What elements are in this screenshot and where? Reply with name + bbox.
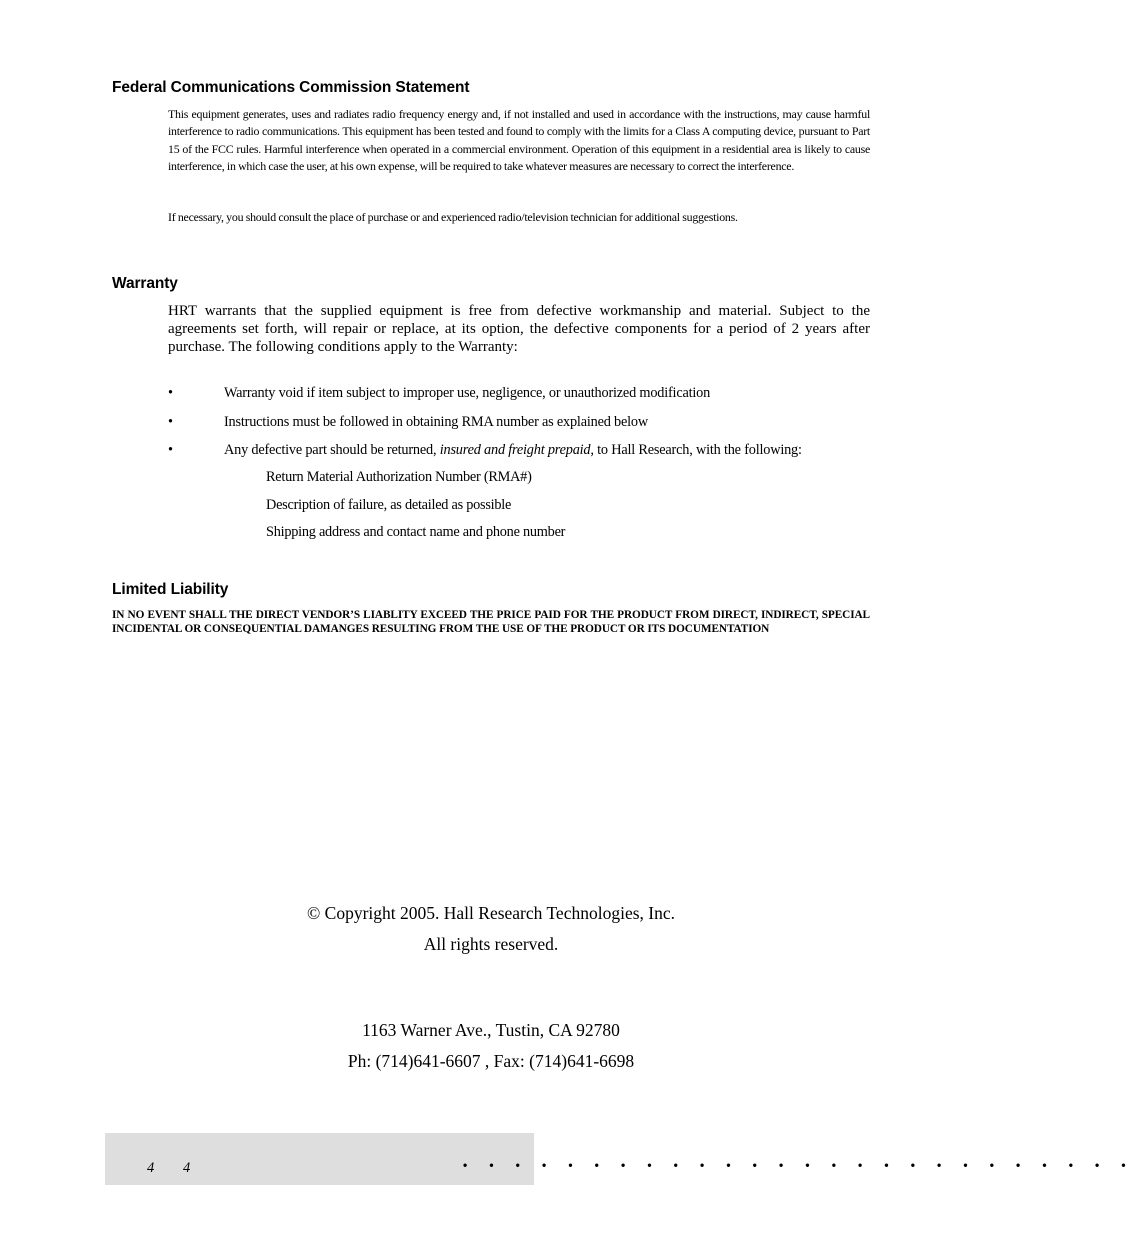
warranty-bullet-item — [168, 385, 870, 405]
page-number: 4 — [183, 1160, 191, 1176]
fcc-suggestion-paragraph: If necessary, you should consult the place of purchase or and experienced radio/television technician for additional suggestions. — [168, 210, 738, 224]
warranty-bullet-item — [168, 414, 870, 434]
footer-dot-leader: • • • • • • • • • • • • • • • • • • • • • • • • • • — [463, 1158, 1135, 1172]
bullet-icon: • — [168, 442, 173, 458]
bullet-text-emphasis: insured and freight prepaid, — [439, 442, 594, 458]
warranty-bullet-text: Warranty void if item subject to improper use, negligence, or unauthorized modification — [224, 385, 711, 401]
rma-requirement-item: Shipping address and contact name and phone number — [266, 524, 566, 540]
warranty-bullet-item — [168, 442, 870, 462]
warranty-intro-paragraph: HRT warrants that the supplied equipment is free from defective workmanship and material. Subject to the agreements set forth, will repair or replace, at its option, the defective components for a period of 2 years after purchase. The following conditions apply to the Warranty: — [168, 303, 870, 356]
copyright-notice: © Copyright 2005. Hall Research Technologies, Inc. — [307, 903, 675, 923]
bullet-text-end: to Hall Research, with the following: — [593, 442, 802, 458]
limited-liability-text: IN NO EVENT SHALL THE DIRECT VENDOR’S LIABLITY EXCEED THE PRICE PAID FOR THE PRODUCT FROM DIRECT, INDIRECT, SPECIAL INCIDENTAL OR CONSEQUENTIAL DAMANGES RESULTING FROM THE USE OF THE PRODUCT OR ITS DOCUMENTATION — [112, 609, 870, 636]
company-phone-fax: Ph: (714)641-6607 , Fax: (714)641-6698 — [347, 1051, 635, 1071]
page-number: 4 — [147, 1160, 155, 1176]
bullet-icon: • — [168, 385, 173, 401]
warranty-bullet-text — [224, 442, 802, 459]
warranty-bullet-text: Instructions must be followed in obtaining RMA number as explained below — [224, 414, 648, 430]
company-address: 1163 Warner Ave., Tustin, CA 92780 — [362, 1020, 620, 1040]
warranty-heading: Warranty — [112, 275, 178, 292]
rights-reserved: All rights reserved. — [423, 934, 559, 954]
fcc-paragraph: This equipment generates, uses and radiates radio frequency energy and, if not installed and used in accordance with the instructions, may cause harmful interference to radio communications. This equipment has been tested and found to comply with the limits for a Class A computing device, pursuant to Part 15 of the FCC rules. Harmful interference when operated in a commercial environment. Operation of this equipment in a residential area is likely to cause interference, in which case the user, at his own expense, will be required to take whatever measures are necessary to correct the interference. — [168, 107, 870, 174]
fcc-heading: Federal Communications Commission Statement — [112, 79, 470, 96]
rma-requirement-item: Return Material Authorization Number (RMA#) — [266, 469, 532, 485]
rma-requirement-item: Description of failure, as detailed as possible — [266, 497, 512, 513]
bullet-icon: • — [168, 414, 173, 430]
limited-liability-heading: Limited Liability — [112, 581, 229, 598]
bullet-text-start: Any defective part should be returned, — [224, 442, 440, 458]
